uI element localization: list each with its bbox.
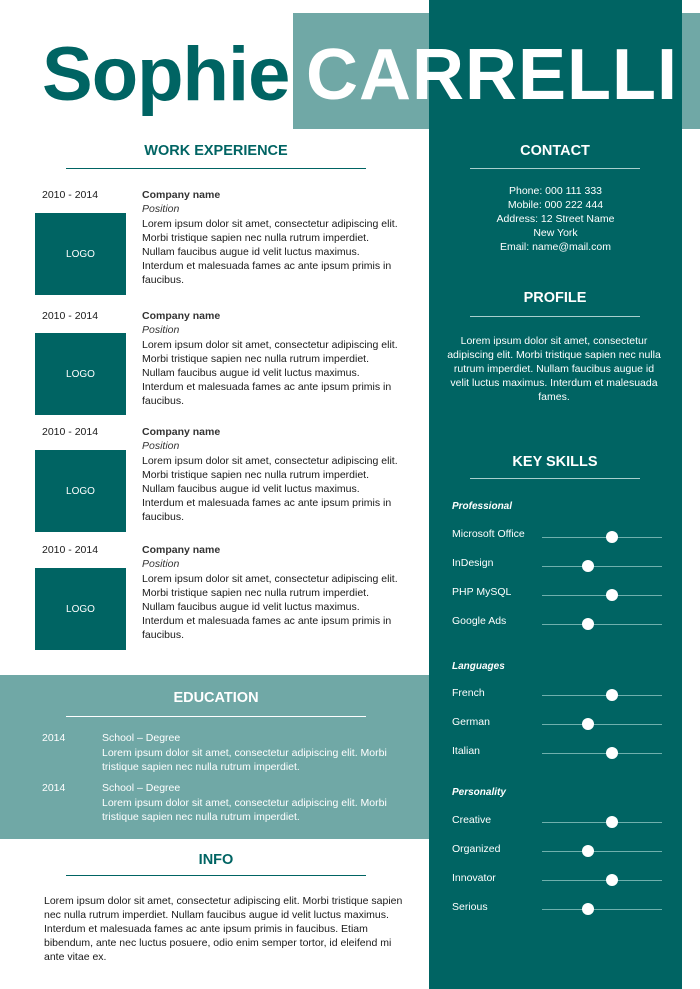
contact-mobile: Mobile: 000 222 444 — [507, 199, 604, 211]
company-logo: LOGO — [35, 333, 126, 415]
skill-track — [542, 624, 662, 625]
skill-level-dot — [582, 560, 594, 572]
job-years: 2010 - 2014 — [42, 544, 99, 556]
skill-track — [542, 851, 662, 852]
contact-email: Email: name@mail.com — [499, 241, 612, 253]
skill-track — [542, 566, 662, 567]
skill-track — [542, 695, 662, 696]
contact-rule — [470, 168, 640, 169]
skill-label: German — [452, 716, 490, 728]
last-name: CARRELLI — [306, 35, 678, 115]
education-description: Lorem ipsum dolor sit amet, consectetur adipiscing elit. Morbi tristique sapien nec nulla rutrum imperdiet. — [102, 747, 387, 773]
info-heading: INFO — [198, 852, 234, 868]
skill-group-languages: Languages — [452, 661, 505, 672]
education-year: 2014 — [42, 782, 66, 794]
skill-label: InDesign — [452, 557, 494, 569]
contact-phone: Phone: 000 111 333 — [508, 185, 603, 197]
skill-label: Serious — [452, 901, 488, 913]
skill-label: Google Ads — [452, 615, 507, 627]
job-company: Company name — [142, 544, 221, 556]
skill-track — [542, 880, 662, 881]
job-position: Position — [142, 203, 180, 215]
first-name: Sophie — [42, 32, 290, 117]
education-title: School – Degree — [102, 732, 181, 744]
skill-level-dot — [582, 718, 594, 730]
job-description: Lorem ipsum dolor sit amet, consectetur adipiscing elit. Morbi tristique sapien nec nulla rutrum imperdiet. Nullam faucibus augue id velit luctus maximus. Interdum et malesuada fames ac ante ipsum primis in faucibus. — [142, 218, 398, 286]
education-rule — [66, 716, 366, 717]
skill-level-dot — [582, 903, 594, 915]
profile-text: Lorem ipsum dolor sit amet, consectetur adipiscing elit. Morbi tristique sapien nec nulla rutrum imperdiet. Nullam faucibus augue id velit luctus maximus. Interdum et malesuada fames. — [447, 335, 661, 403]
job-position: Position — [142, 558, 180, 570]
skill-level-dot — [606, 531, 618, 543]
job-years: 2010 - 2014 — [42, 189, 99, 201]
skill-level-dot — [582, 845, 594, 857]
skill-track — [542, 753, 662, 754]
company-logo: LOGO — [35, 213, 126, 295]
skill-group-professional: Professional — [452, 501, 513, 512]
job-company: Company name — [142, 426, 221, 438]
company-logo: LOGO — [35, 568, 126, 650]
education-heading: EDUCATION — [173, 690, 259, 706]
skill-level-dot — [606, 874, 618, 886]
skill-label: Italian — [452, 745, 481, 757]
job-years: 2010 - 2014 — [42, 426, 99, 438]
skill-label: PHP MySQL — [452, 586, 512, 598]
education-title: School – Degree — [102, 782, 181, 794]
job-position: Position — [142, 324, 180, 336]
contact-city: New York — [533, 227, 578, 239]
skill-level-dot — [582, 618, 594, 630]
skill-track — [542, 595, 662, 596]
key-skills-heading: KEY SKILLS — [512, 454, 598, 470]
contact-heading: CONTACT — [520, 143, 590, 159]
skill-level-dot — [606, 816, 618, 828]
contact-address: Address: 12 Street Name — [496, 213, 615, 225]
job-description: Lorem ipsum dolor sit amet, consectetur adipiscing elit. Morbi tristique sapien nec nulla rutrum imperdiet. Nullam faucibus augue id velit luctus maximus. Interdum et malesuada fames ac ante ipsum primis in faucibus. — [142, 573, 398, 641]
skill-level-dot — [606, 589, 618, 601]
skill-label: Organized — [452, 843, 501, 855]
skill-track — [542, 537, 662, 538]
skill-track — [542, 909, 662, 910]
education-description: Lorem ipsum dolor sit amet, consectetur adipiscing elit. Morbi tristique sapien nec nulla rutrum imperdiet. — [102, 797, 387, 823]
profile-rule — [470, 316, 640, 317]
job-company: Company name — [142, 189, 221, 201]
job-description: Lorem ipsum dolor sit amet, consectetur adipiscing elit. Morbi tristique sapien nec nulla rutrum imperdiet. Nullam faucibus augue id velit luctus maximus. Interdum et malesuada fames ac ante ipsum primis in faucibus. — [142, 455, 398, 523]
job-company: Company name — [142, 310, 221, 322]
company-logo: LOGO — [35, 450, 126, 532]
profile-heading: PROFILE — [523, 290, 587, 306]
education-year: 2014 — [42, 732, 66, 744]
skill-level-dot — [606, 689, 618, 701]
key-skills-rule — [470, 478, 640, 479]
skill-label: Innovator — [452, 872, 496, 884]
info-text: Lorem ipsum dolor sit amet, consectetur adipiscing elit. Morbi tristique sapien nec nulla rutrum imperdiet. Nullam faucibus augue id velit luctus maximus. Interdum et malesuada fames ac ante ipsum primis in faucibus. Etiam bibendum, ante nec luctus posuere, odio enim semper tortor, id eleifend mi ante vitae ex. — [44, 895, 403, 963]
work-experience-heading: WORK EXPERIENCE — [144, 143, 288, 159]
skill-label: Microsoft Office — [452, 528, 525, 540]
skill-track — [542, 822, 662, 823]
skill-label: Creative — [452, 814, 492, 826]
skill-track — [542, 724, 662, 725]
job-description: Lorem ipsum dolor sit amet, consectetur adipiscing elit. Morbi tristique sapien nec nulla rutrum imperdiet. Nullam faucibus augue id velit luctus maximus. Interdum et malesuada fames ac ante ipsum primis in faucibus. — [142, 339, 398, 407]
work-experience-rule — [66, 168, 366, 169]
skill-level-dot — [606, 747, 618, 759]
job-years: 2010 - 2014 — [42, 310, 99, 322]
skill-group-personality: Personality — [452, 787, 506, 798]
skill-label: French — [452, 687, 485, 699]
job-position: Position — [142, 440, 180, 452]
info-rule — [66, 875, 366, 876]
